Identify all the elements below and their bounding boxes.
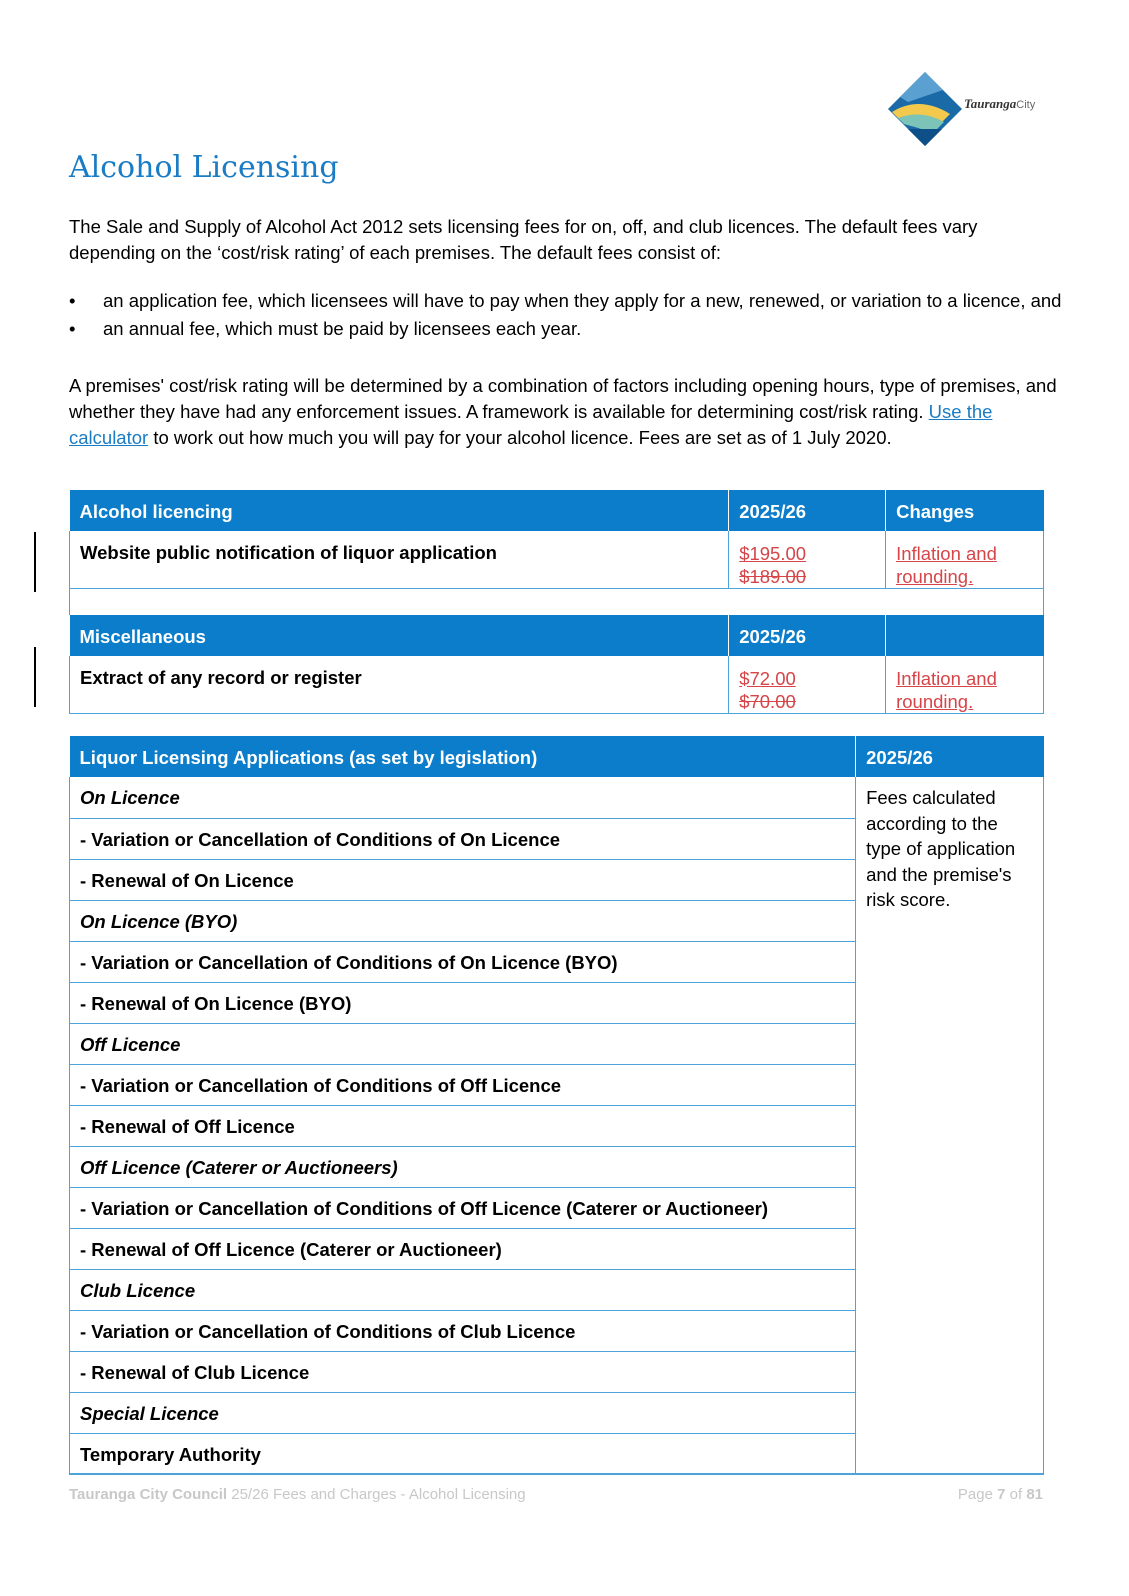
change-text: rounding. — [896, 690, 974, 712]
table-header-row — [70, 736, 1044, 777]
column-header: 2025/26 — [729, 615, 886, 656]
logo-text: TaurangaCity — [964, 96, 1036, 111]
licence-type-label: Off Licence (Caterer or Auctioneers) — [70, 1146, 856, 1187]
fee-bullet-list — [69, 288, 1065, 344]
licence-type-label: Temporary Authority — [70, 1433, 856, 1474]
licence-type-label: On Licence (BYO) — [70, 900, 856, 941]
licence-type-label: Club Licence — [70, 1269, 856, 1310]
rating-text-end: to work out how much you will pay for your alcohol licence. Fees are set as of 1 July 2020. — [148, 427, 892, 448]
table-header-row — [70, 490, 1044, 531]
fee-amount — [729, 656, 886, 714]
table-body — [70, 777, 1044, 1474]
column-header: Alcohol licencing — [70, 490, 729, 531]
logo-diamond-icon — [888, 72, 962, 146]
licence-type-label: Off Licence — [70, 1023, 856, 1064]
old-fee: $70.00 — [739, 690, 796, 712]
liquor-licensing-table — [69, 736, 1044, 1475]
list-item: • an application fee, which licensees will have to pay when they apply for a new, renewed, or variation to a licence, and — [69, 288, 1065, 314]
intro-paragraph: The Sale and Supply of Alcohol Act 2012 sets licensing fees for on, off, and club licences. The default fees vary depending on the ‘cost/risk rating’ of each premises. The default fees consist of: — [69, 216, 978, 263]
fee-change — [886, 531, 1044, 589]
licence-type-label: On Licence — [70, 777, 856, 818]
licence-type-label: - Renewal of On Licence — [70, 859, 856, 900]
licence-type-label: - Variation or Cancellation of Conditions of Off Licence (Caterer or Auctioneer) — [70, 1187, 856, 1228]
change-bar-marker — [34, 532, 36, 592]
old-fee: $189.00 — [739, 566, 807, 587]
table-row — [70, 656, 1044, 714]
licence-type-label: - Variation or Cancellation of Conditions of On Licence (BYO) — [70, 941, 856, 982]
licence-type-label: - Renewal of Off Licence — [70, 1105, 856, 1146]
licence-type-label: - Variation or Cancellation of Conditions of On Licence — [70, 818, 856, 859]
footer-left: Tauranga City Council 25/26 Fees and Charges - Alcohol Licensing — [69, 1486, 526, 1503]
table-header-row — [70, 615, 1044, 656]
change-bar-marker — [34, 647, 36, 707]
licence-type-label: - Renewal of On Licence (BYO) — [70, 982, 856, 1023]
licence-type-label: - Renewal of Club Licence — [70, 1351, 856, 1392]
fee-amount — [729, 531, 886, 589]
calculator-link[interactable]: Use the calculator — [69, 401, 993, 448]
licence-type-label: - Renewal of Off Licence (Caterer or Auctioneer) — [70, 1228, 856, 1269]
rating-paragraph — [69, 373, 1065, 451]
change-text: rounding. — [896, 566, 974, 587]
list-item: • an annual fee, which must be paid by licensees each year. — [69, 316, 1065, 342]
page-number: Page 7 of 81 — [957, 1486, 1043, 1503]
alcohol-licencing-table — [69, 490, 1044, 714]
fee-label: Extract of any record or register — [70, 656, 729, 714]
fee-change — [886, 656, 1044, 714]
new-fee: $195.00 — [739, 543, 807, 564]
column-header: 2025/26 — [856, 736, 1044, 777]
column-header: 2025/26 — [729, 490, 886, 531]
licence-type-label: Special Licence — [70, 1392, 856, 1433]
table-row — [70, 531, 1044, 589]
new-fee: $72.00 — [739, 667, 796, 689]
page-footer — [69, 1486, 1043, 1503]
rating-text: A premises' cost/risk rating will be determined by a combination of factors including opening hours, type of premises, and whether they have had any enforcement issues. A framework is available for determining cost/risk rating. — [69, 375, 1057, 422]
tauranga-city-logo — [888, 72, 1068, 146]
licence-type-label: - Variation or Cancellation of Conditions of Club Licence — [70, 1310, 856, 1351]
fee-note: Fees calculated according to the type of application and the premise's risk score. — [856, 777, 1044, 1474]
column-header: Changes — [886, 490, 1044, 531]
change-text: Inflation and — [896, 543, 997, 564]
page-title: Alcohol Licensing — [69, 150, 339, 185]
change-text: Inflation and — [896, 667, 997, 689]
fee-label: Website public notification of liquor application — [70, 531, 729, 589]
spacer-row — [70, 589, 1044, 615]
licence-type-label: - Variation or Cancellation of Conditions of Off Licence — [70, 1064, 856, 1105]
column-header: Liquor Licensing Applications (as set by legislation) — [70, 736, 856, 777]
column-header — [886, 615, 1044, 656]
table-row — [70, 777, 1044, 818]
column-header: Miscellaneous — [70, 615, 729, 656]
